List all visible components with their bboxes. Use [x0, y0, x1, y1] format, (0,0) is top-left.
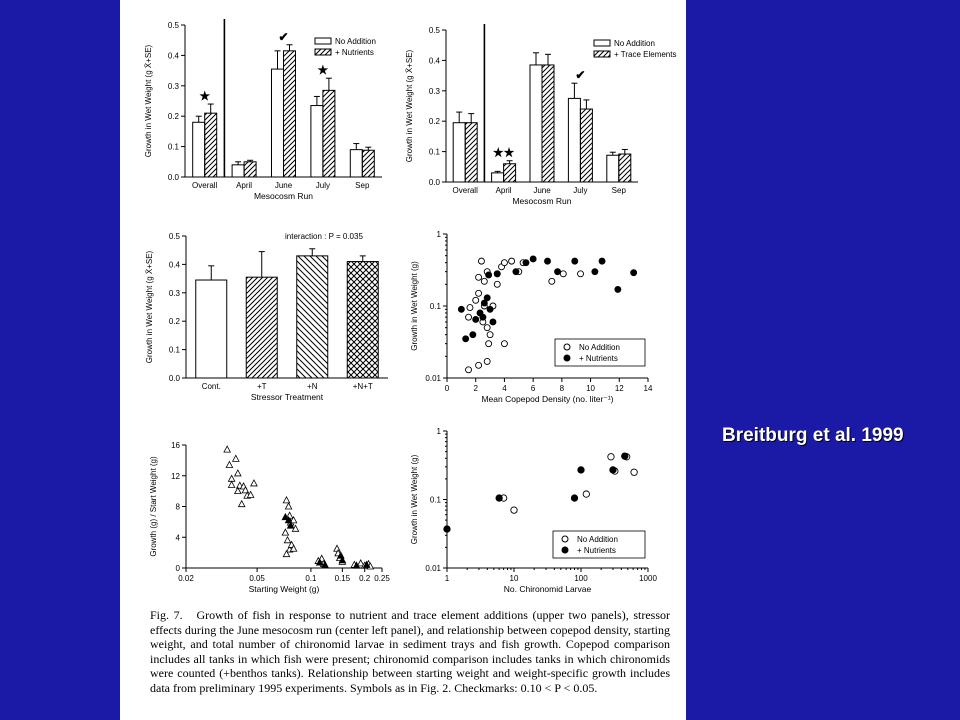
data-point: [284, 537, 290, 543]
data-point: [282, 529, 288, 535]
data-point: [511, 507, 517, 513]
bar: [465, 123, 477, 182]
y-tick-label: 0.1: [429, 302, 441, 311]
data-point: [487, 306, 493, 312]
x-tick-label: 10: [509, 574, 519, 583]
data-point: [473, 316, 479, 322]
legend-swatch: [594, 51, 610, 57]
x-tick-label: April: [236, 181, 253, 190]
caption-label: Fig. 7.: [150, 608, 183, 622]
y-axis-label: Growth in Wet Weight (g X̄+SE): [144, 44, 153, 158]
bar: [530, 65, 542, 182]
data-point: [478, 258, 484, 264]
y-tick-label: 16: [171, 441, 180, 450]
data-point: [610, 467, 616, 473]
data-point: [560, 271, 566, 277]
data-point: [486, 272, 492, 278]
y-tick-label: 0.0: [167, 173, 179, 182]
x-tick-label: Cont.: [201, 382, 221, 391]
data-point: [501, 341, 507, 347]
legend-swatch: [594, 40, 610, 46]
y-axis-label: Growth (g) / Start Weight (g): [149, 456, 158, 557]
x-tick-label: 4: [502, 384, 507, 393]
data-point: [622, 453, 628, 459]
x-tick-label: 6: [530, 384, 536, 393]
x-tick-label: July: [573, 186, 588, 195]
data-point: [496, 495, 502, 501]
bar: [607, 155, 619, 182]
data-point: [476, 274, 482, 280]
bar: [196, 280, 227, 378]
legend-label: No Addition: [614, 39, 655, 48]
x-tick-label: July: [315, 181, 331, 190]
bar: [619, 154, 631, 182]
x-axis-label: Mesocosm Run: [512, 196, 572, 206]
data-point: [523, 260, 529, 266]
data-point: [466, 367, 472, 373]
x-tick-label: 12: [614, 384, 624, 393]
x-tick-label: 0.02: [178, 574, 194, 583]
data-point: [571, 495, 577, 501]
y-tick-label: 0.3: [167, 81, 179, 91]
figure-page: [120, 0, 686, 720]
x-tick-label: June: [533, 186, 551, 195]
data-point: [615, 286, 621, 292]
x-tick-label: 0: [444, 384, 450, 393]
data-point: [578, 467, 584, 473]
y-tick-label: 0: [175, 564, 180, 573]
data-point: [484, 358, 490, 364]
bar: [311, 106, 323, 177]
data-point: [481, 278, 487, 284]
y-tick-label: 0.1: [167, 142, 179, 152]
data-point: [484, 295, 490, 301]
y-tick-label: 0.4: [428, 56, 440, 66]
data-point: [467, 305, 473, 311]
bar: [323, 90, 335, 177]
y-tick-label: 0.0: [428, 178, 440, 187]
bar: [362, 150, 374, 177]
y-tick-label: 1: [436, 230, 441, 239]
y-axis-label: Growth in Wet Weight (g): [410, 261, 419, 351]
data-point: [583, 491, 589, 497]
data-point: [513, 269, 519, 275]
y-tick-label: 0.2: [167, 112, 179, 122]
bar: [568, 98, 580, 182]
y-tick-label: 0.1: [428, 147, 440, 157]
bar: [244, 162, 256, 177]
x-tick-label: 0.1: [305, 574, 317, 583]
data-point: [578, 271, 584, 277]
data-point: [476, 362, 482, 368]
y-tick-label: 0.5: [168, 232, 180, 241]
x-tick-label: June: [274, 181, 293, 190]
data-point: [444, 526, 450, 532]
data-point: [466, 314, 472, 320]
x-tick-label: 100: [574, 574, 588, 583]
data-point: [226, 461, 232, 467]
y-tick-label: 4: [175, 533, 180, 543]
data-point: [487, 332, 493, 338]
data-point: [228, 481, 234, 487]
data-point: [484, 325, 490, 331]
data-point: [608, 454, 614, 460]
legend-marker: [564, 344, 570, 350]
x-tick-label: Sep: [611, 186, 626, 195]
x-tick-label: 1: [444, 574, 450, 583]
bar: [272, 69, 284, 177]
y-tick-label: 1: [436, 427, 441, 436]
data-point: [549, 278, 555, 284]
significance-marker: ★: [317, 63, 329, 78]
citation-credit: Breitburg et al. 1999: [722, 425, 904, 446]
data-point: [334, 545, 340, 551]
chart-annotation: interaction : P = 0.035: [285, 232, 363, 241]
bar: [232, 165, 244, 177]
x-tick-label: 1000: [639, 574, 657, 583]
y-tick-label: 0.2: [168, 317, 180, 327]
x-tick-label: 14: [643, 384, 653, 393]
x-tick-label: 0.15: [334, 574, 351, 583]
y-tick-label: 0.01: [425, 374, 441, 383]
y-axis-label: Growth in Wet Weight (g X̄+SE): [405, 49, 414, 163]
data-point: [631, 270, 637, 276]
bar: [246, 277, 277, 378]
data-point: [283, 497, 289, 503]
x-tick-label: 0.2: [359, 574, 371, 583]
data-point: [480, 314, 486, 320]
bar: [504, 164, 516, 182]
data-point: [572, 258, 578, 264]
figure-panels: [120, 0, 686, 610]
y-tick-label: 0.1: [168, 345, 180, 355]
x-axis-label: Stressor Treatment: [250, 392, 324, 402]
data-point: [555, 269, 561, 275]
y-tick-label: 0.01: [425, 564, 441, 573]
x-tick-label: +N+T: [352, 382, 373, 391]
significance-marker: ★: [199, 89, 211, 104]
data-point: [285, 503, 291, 509]
y-tick-label: 0.3: [168, 288, 180, 298]
y-tick-label: 8: [175, 502, 180, 512]
bar: [580, 109, 592, 182]
caption-text: Growth of fish in response to nutrient and trace element additions (upper two panels), stressor effects during the June mesocosm run (center left panel), and relationship between copepod density, starting weight, and total number of chironomid larvae in sediment trays and fish growth. Copepod comparison includes all tanks in which fish were present; chironomid comparison includes tanks in which chironomids were counted (+benthos tanks). Relationship between starting weight and weight-specific growth includes data from preliminary 1995 experiments. Symbols as in Fig. 2. Checkmarks: 0.10 < P < 0.05.: [150, 608, 670, 695]
bar: [284, 51, 296, 177]
x-axis-label: Starting Weight (g): [248, 584, 320, 594]
data-point: [486, 341, 492, 347]
data-point: [476, 290, 482, 296]
legend-marker: [562, 547, 568, 553]
bar: [492, 173, 504, 182]
bar: [453, 123, 465, 182]
data-point: [490, 319, 496, 325]
y-tick-label: 0.5: [428, 26, 440, 35]
x-axis-label: No. Chironomid Larvae: [503, 584, 592, 594]
data-point: [494, 281, 500, 287]
data-point: [239, 501, 245, 507]
data-point: [509, 258, 515, 264]
data-point: [458, 306, 464, 312]
x-tick-label: Overall: [192, 181, 218, 190]
data-point: [228, 475, 234, 481]
data-point: [631, 469, 637, 475]
legend-swatch: [315, 49, 331, 55]
legend-label: + Nutrients: [577, 546, 616, 555]
y-tick-label: 0.5: [167, 21, 179, 30]
x-tick-label: 0.25: [374, 574, 390, 583]
y-tick-label: 0.4: [168, 260, 180, 270]
y-axis-label: Growth in Wet Weight (g): [410, 454, 419, 545]
bar: [542, 65, 554, 182]
y-tick-label: 0.2: [428, 117, 440, 127]
data-point: [470, 332, 476, 338]
data-point: [599, 258, 605, 264]
data-point: [545, 258, 551, 264]
significance-marker: ✔: [575, 68, 586, 83]
x-tick-label: 10: [586, 384, 596, 393]
y-tick-label: 0.0: [168, 374, 180, 383]
x-tick-label: +T: [256, 382, 267, 391]
x-tick-label: 8: [559, 384, 565, 393]
significance-marker: ★★: [492, 145, 515, 160]
bar: [350, 150, 362, 177]
x-tick-label: +N: [307, 382, 318, 391]
data-point: [233, 455, 239, 461]
data-point: [592, 269, 598, 275]
data-point: [251, 480, 257, 486]
x-tick-label: 2: [473, 384, 478, 393]
y-axis-label: Growth in Wet Weight (g X̄+SE): [145, 250, 154, 364]
y-tick-label: 0.4: [167, 51, 179, 61]
data-point: [224, 446, 230, 452]
data-point: [463, 336, 469, 342]
data-point: [501, 260, 507, 266]
legend-label: + Trace Elements: [614, 50, 677, 59]
legend-swatch: [315, 38, 331, 44]
x-axis-label: Mean Copepod Density (no. liter⁻¹): [481, 394, 614, 404]
legend-marker: [562, 536, 568, 542]
data-point: [530, 256, 536, 262]
data-point: [494, 271, 500, 277]
y-tick-label: 0.1: [429, 495, 441, 505]
legend-label: No Addition: [335, 37, 376, 46]
x-tick-label: Overall: [452, 186, 478, 195]
legend-label: + Nutrients: [335, 48, 374, 57]
data-point: [235, 470, 241, 476]
bar: [347, 262, 378, 378]
legend-marker: [564, 355, 570, 361]
significance-marker: ✔: [278, 29, 289, 44]
legend-label: + Nutrients: [579, 354, 618, 363]
bar: [205, 113, 217, 177]
x-tick-label: April: [495, 186, 512, 195]
y-tick-label: 12: [171, 471, 180, 481]
x-tick-label: Sep: [355, 181, 370, 190]
legend-label: No Addition: [577, 535, 618, 544]
bar: [193, 122, 205, 177]
bar: [297, 256, 328, 378]
data-point: [473, 297, 479, 303]
x-tick-label: 0.05: [249, 574, 265, 583]
legend-label: No Addition: [579, 343, 620, 352]
figure-caption: [150, 608, 670, 696]
y-tick-label: 0.3: [428, 86, 440, 96]
x-axis-label: Mesocosm Run: [253, 191, 314, 201]
